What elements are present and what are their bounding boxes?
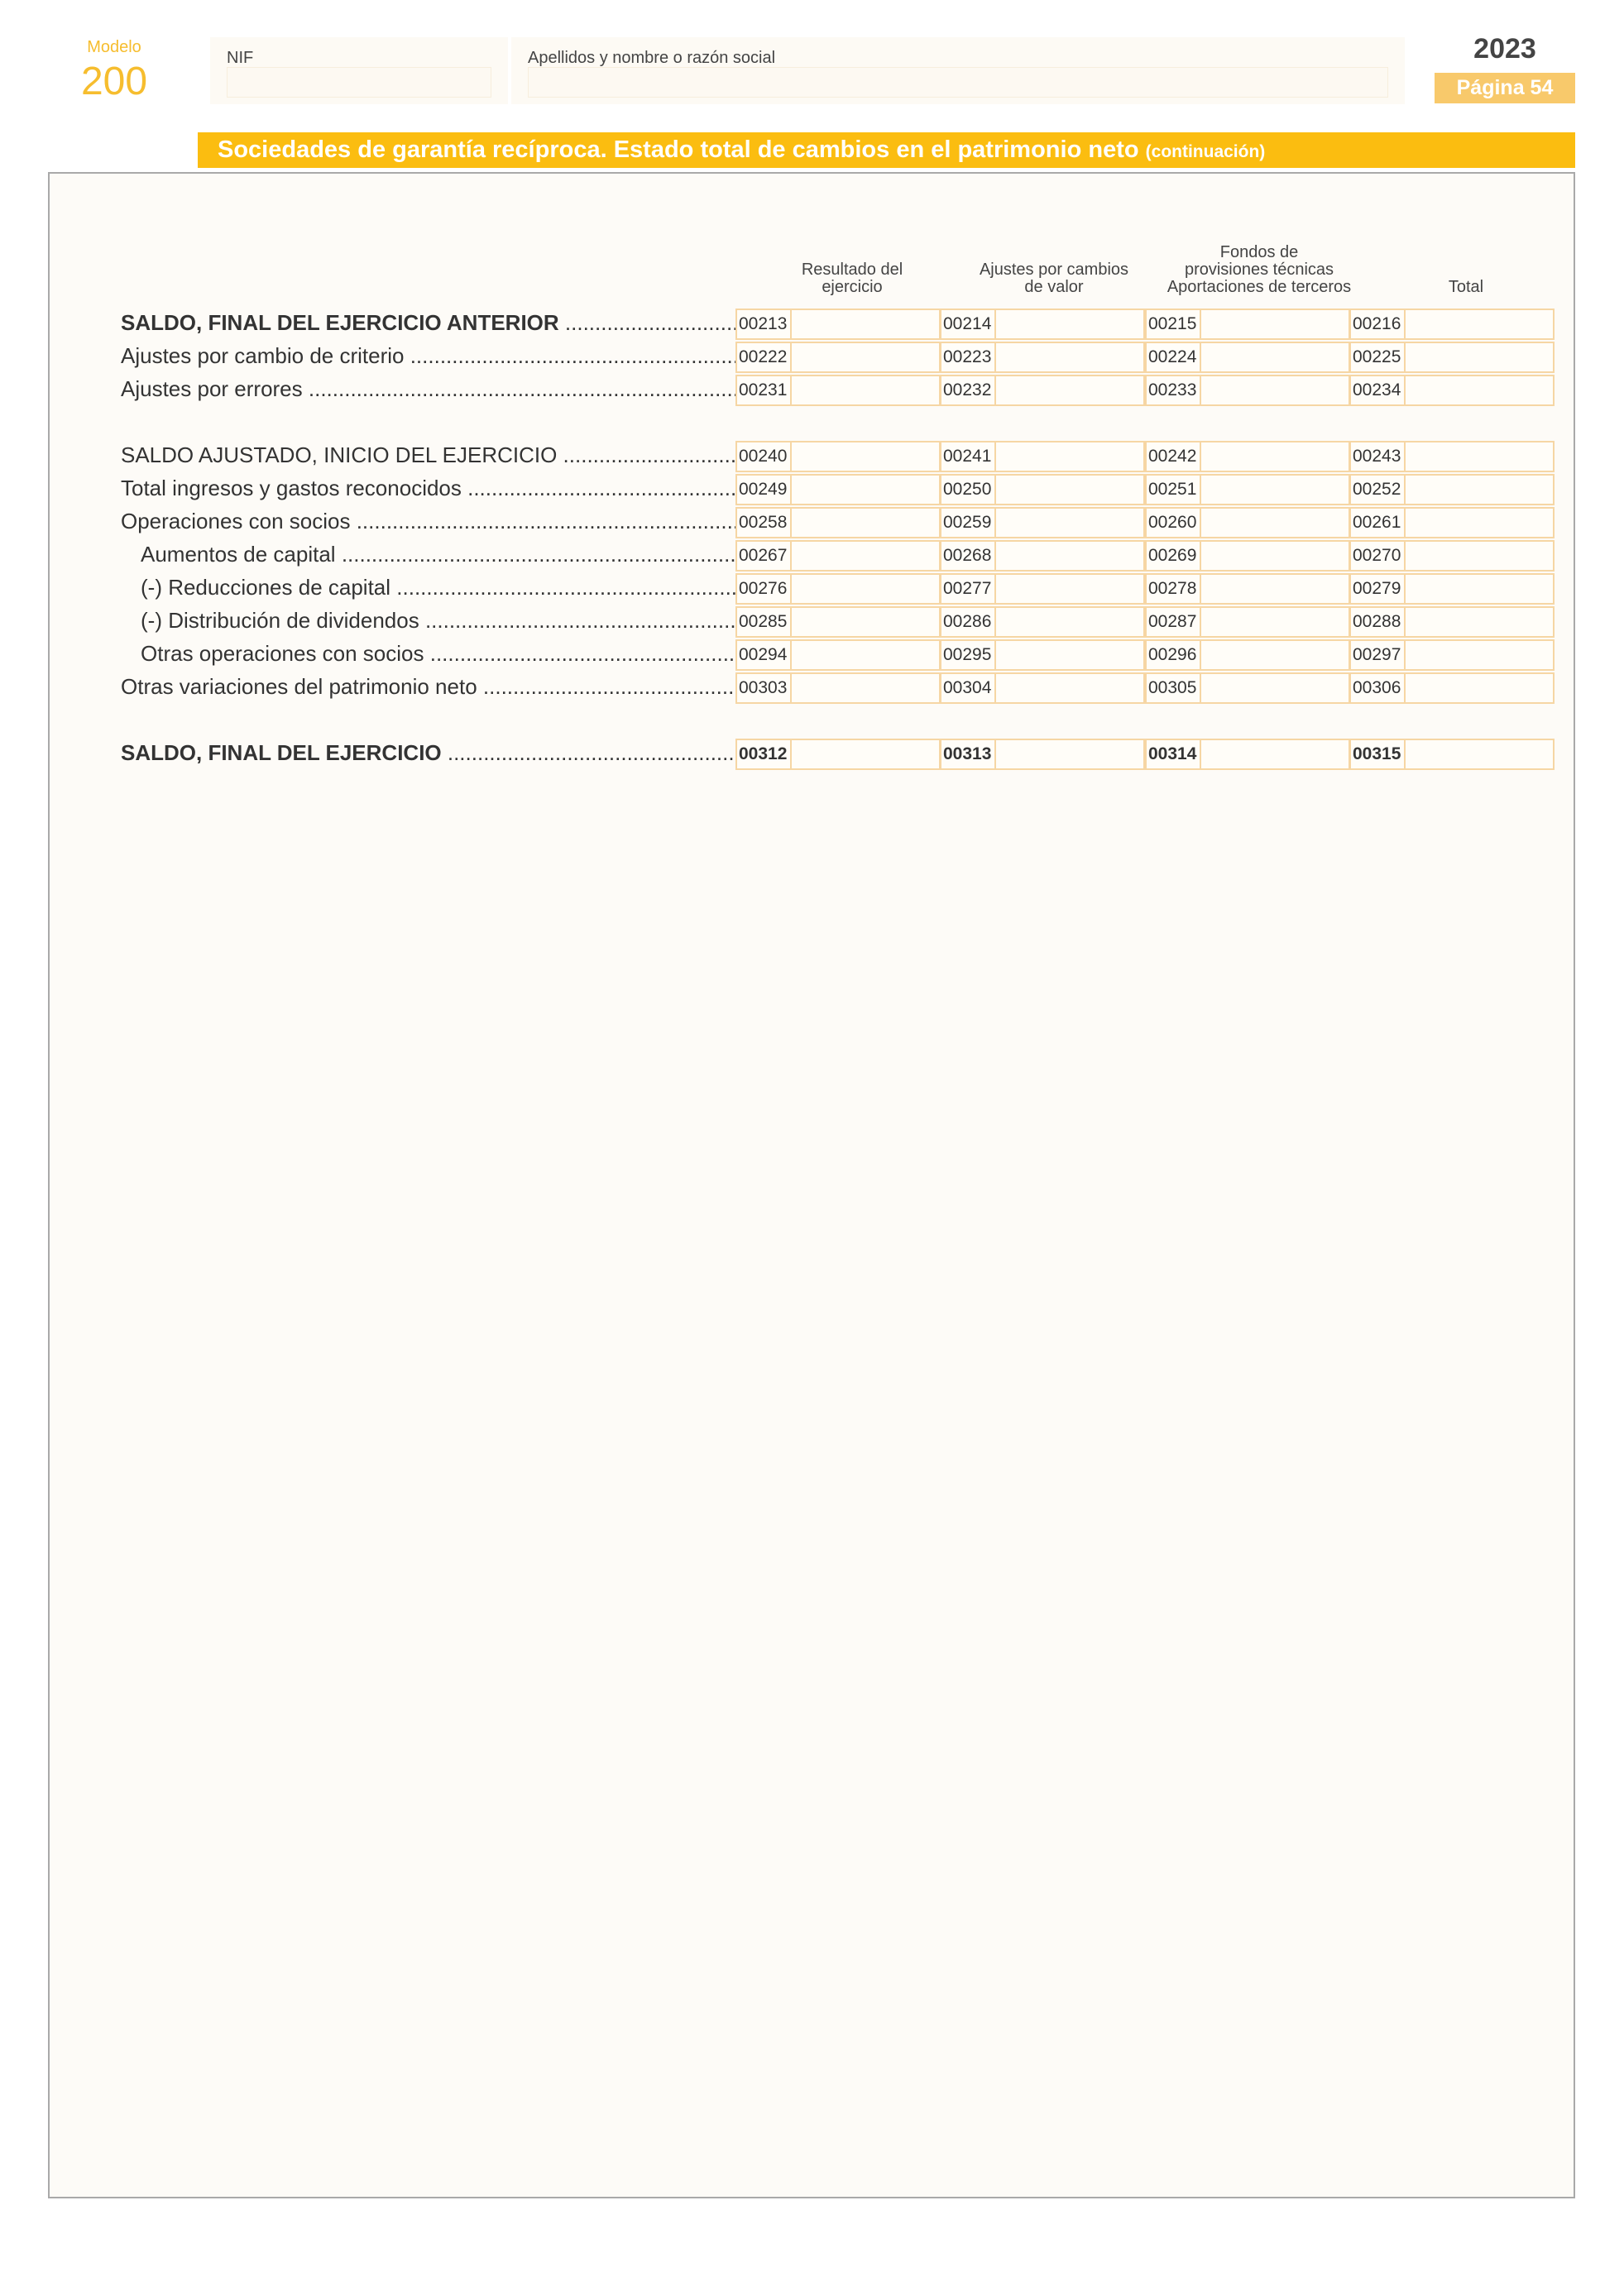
field-code: 00295 [941, 641, 996, 669]
row-label: Otras operaciones con socios ..... [141, 639, 776, 668]
amount-field[interactable] [735, 507, 941, 538]
amount-field[interactable] [940, 573, 1145, 605]
field-code: 00270 [1351, 542, 1406, 570]
name-block [511, 37, 1405, 104]
field-code: 00287 [1147, 608, 1201, 636]
amount-field[interactable] [735, 342, 941, 373]
field-code: 00286 [941, 608, 996, 636]
amount-field[interactable] [1349, 672, 1555, 704]
modelo-number: 200 [80, 60, 148, 103]
row-label: Aumentos de capital ..... [141, 539, 776, 569]
row-label: SALDO AJUSTADO, INICIO DEL EJERCICIO ..... [121, 440, 776, 470]
field-code: 00315 [1351, 740, 1406, 768]
amount-field[interactable] [1145, 606, 1350, 638]
amount-field[interactable] [1349, 739, 1555, 770]
section-title [198, 132, 1575, 168]
amount-field[interactable] [940, 507, 1145, 538]
field-code: 00278 [1147, 575, 1201, 603]
column-header-line: de valor [1024, 278, 1084, 296]
modelo-label: Modelo [87, 38, 141, 56]
field-code: 00224 [1147, 343, 1201, 371]
amount-field[interactable] [940, 474, 1145, 505]
amount-field[interactable] [735, 639, 941, 671]
field-code: 00261 [1351, 509, 1406, 537]
field-code: 00294 [737, 641, 792, 669]
amount-field[interactable] [1349, 375, 1555, 406]
amount-field[interactable] [1349, 573, 1555, 605]
field-code: 00269 [1147, 542, 1201, 570]
amount-field[interactable] [940, 639, 1145, 671]
amount-field[interactable] [940, 540, 1145, 572]
field-code: 00267 [737, 542, 792, 570]
amount-field[interactable] [1349, 540, 1555, 572]
year: 2023 [1473, 33, 1536, 65]
column-header [946, 261, 1162, 296]
row-label: SALDO, FINAL DEL EJERCICIO ..... [121, 738, 776, 768]
amount-field[interactable] [1349, 507, 1555, 538]
amount-field[interactable] [940, 375, 1145, 406]
column-header-line: provisiones técnicas [1184, 261, 1334, 279]
amount-field[interactable] [1145, 441, 1350, 472]
field-code: 00243 [1351, 442, 1406, 471]
field-code: 00232 [941, 376, 996, 404]
field-code: 00249 [737, 476, 792, 504]
column-header-line: Ajustes por cambios [979, 261, 1129, 279]
field-code: 00268 [941, 542, 996, 570]
amount-field[interactable] [1145, 540, 1350, 572]
modelo-block [48, 38, 180, 104]
amount-field[interactable] [940, 672, 1145, 704]
column-header-line: ejercicio [822, 278, 883, 296]
column-header [1152, 244, 1367, 296]
amount-field[interactable] [735, 474, 941, 505]
nif-label: NIF [227, 49, 254, 67]
amount-field[interactable] [940, 441, 1145, 472]
field-code: 00225 [1351, 343, 1406, 371]
field-code: 00313 [941, 740, 996, 768]
row-label: Ajustes por errores ..... [121, 374, 776, 404]
field-code: 00223 [941, 343, 996, 371]
field-code: 00231 [737, 376, 792, 404]
field-code: 00277 [941, 575, 996, 603]
amount-field[interactable] [1145, 573, 1350, 605]
field-code: 00251 [1147, 476, 1201, 504]
field-code: 00260 [1147, 509, 1201, 537]
name-label: Apellidos y nombre o razón social [528, 49, 776, 67]
amount-field[interactable] [735, 441, 941, 472]
field-code: 00279 [1351, 575, 1406, 603]
amount-field[interactable] [735, 606, 941, 638]
field-code: 00305 [1147, 674, 1201, 702]
amount-field[interactable] [735, 573, 941, 605]
field-code: 00222 [737, 343, 792, 371]
field-code: 00240 [737, 442, 792, 471]
amount-field[interactable] [735, 375, 941, 406]
field-code: 00259 [941, 509, 996, 537]
amount-field[interactable] [1145, 375, 1350, 406]
row-label: (-) Distribución de dividendos ..... [141, 605, 776, 635]
row-label: SALDO, FINAL DEL EJERCICIO ANTERIOR ..... [121, 308, 776, 337]
field-code: 00233 [1147, 376, 1201, 404]
field-code: 00242 [1147, 442, 1201, 471]
column-header-line: Fondos de [1219, 243, 1299, 261]
column-header-line: Aportaciones de terceros [1167, 278, 1352, 296]
amount-field[interactable] [735, 672, 941, 704]
field-code: 00314 [1147, 740, 1201, 768]
field-code: 00234 [1351, 376, 1406, 404]
row-label: Operaciones con socios ..... [121, 506, 776, 536]
field-code: 00288 [1351, 608, 1406, 636]
amount-field[interactable] [1349, 309, 1555, 340]
field-code: 00250 [941, 476, 996, 504]
field-code: 00297 [1351, 641, 1406, 669]
field-code: 00303 [737, 674, 792, 702]
amount-field[interactable] [940, 342, 1145, 373]
amount-field[interactable] [1349, 441, 1555, 472]
column-header-line: Total [1448, 278, 1484, 296]
amount-field[interactable] [1145, 739, 1350, 770]
amount-field[interactable] [1145, 672, 1350, 704]
amount-field[interactable] [1349, 606, 1555, 638]
amount-field[interactable] [1145, 507, 1350, 538]
nif-block [210, 37, 508, 104]
row-label: Otras variaciones del patrimonio neto ..... [121, 672, 776, 701]
column-header [1358, 279, 1574, 296]
name-field[interactable] [528, 67, 1388, 98]
field-code: 00304 [941, 674, 996, 702]
amount-field[interactable] [735, 739, 941, 770]
field-code: 00215 [1147, 310, 1201, 338]
section-title-main: Sociedades de garantía recíproca. Estado total de cambios en el patrimonio neto [218, 136, 1139, 163]
field-code: 00252 [1351, 476, 1406, 504]
amount-field[interactable] [940, 606, 1145, 638]
column-header-line: Resultado del [801, 261, 903, 279]
amount-field[interactable] [1349, 474, 1555, 505]
amount-field[interactable] [1145, 474, 1350, 505]
field-code: 00213 [737, 310, 792, 338]
amount-field[interactable] [1145, 309, 1350, 340]
nif-field[interactable] [227, 67, 491, 98]
amount-field[interactable] [735, 309, 941, 340]
amount-field[interactable] [1145, 342, 1350, 373]
amount-field[interactable] [1349, 639, 1555, 671]
section-title-sub: (continuación) [1145, 142, 1266, 161]
field-code: 00214 [941, 310, 996, 338]
field-code: 00241 [941, 442, 996, 471]
column-header [745, 261, 960, 296]
field-code: 00258 [737, 509, 792, 537]
field-code: 00296 [1147, 641, 1201, 669]
amount-field[interactable] [735, 540, 941, 572]
field-code: 00216 [1351, 310, 1406, 338]
field-code: 00312 [737, 740, 792, 768]
amount-field[interactable] [1349, 342, 1555, 373]
row-label: Total ingresos y gastos reconocidos ..... [121, 473, 776, 503]
field-code: 00276 [737, 575, 792, 603]
form-panel [48, 172, 1575, 2198]
amount-field[interactable] [940, 309, 1145, 340]
field-code: 00285 [737, 608, 792, 636]
page-number: Página 54 [1435, 73, 1575, 103]
field-code: 00306 [1351, 674, 1406, 702]
amount-field[interactable] [940, 739, 1145, 770]
amount-field[interactable] [1145, 639, 1350, 671]
row-label: (-) Reducciones de capital ..... [141, 572, 776, 602]
row-label: Ajustes por cambio de criterio ..... [121, 341, 776, 371]
